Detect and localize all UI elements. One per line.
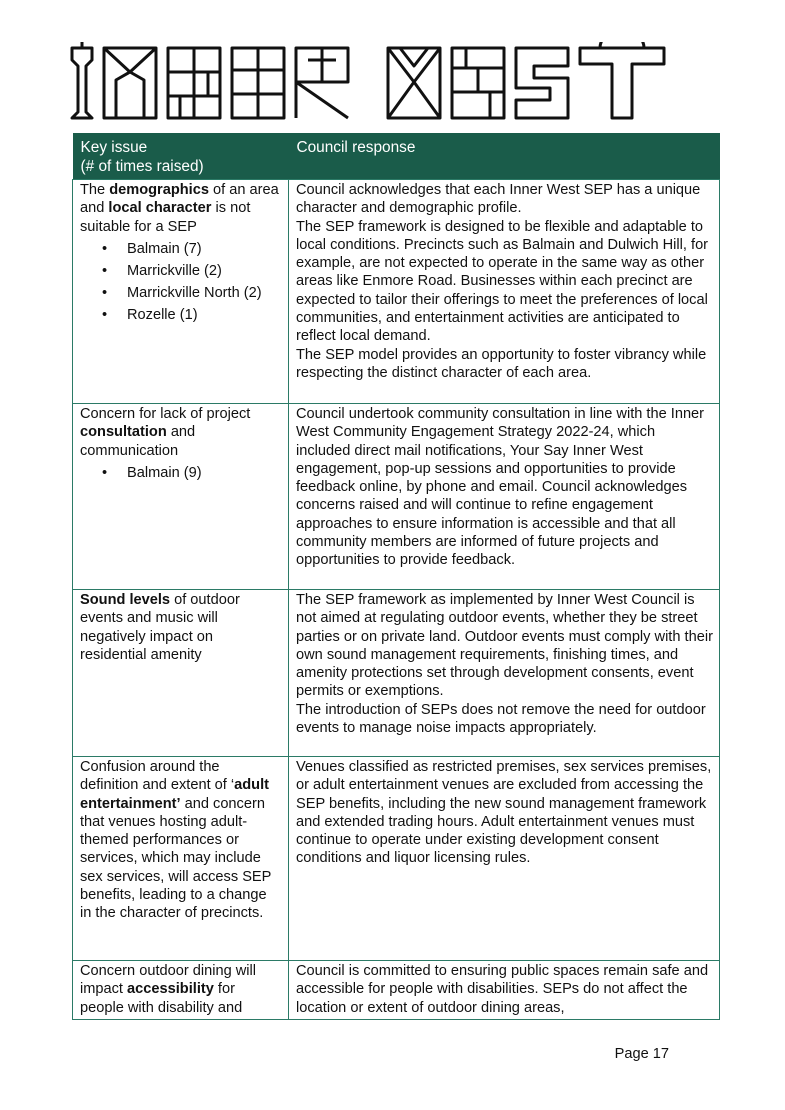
issue-text-part: Concern outdoor dining will impact (80, 963, 257, 998)
page-number: Page 17 (614, 1046, 669, 1062)
inner-west-logo (70, 42, 670, 122)
header-council-response: Council response (289, 133, 720, 180)
table-row (73, 404, 720, 590)
council-response-cell (289, 404, 720, 590)
council-response-text: The SEP framework as implemented by Inner West Council is not aimed at regulating outdoor events, whether they be street parties or on private land. Outdoor events must comply with their own sound management requirements, finishing times, and amenity protections set through development consents, event permits or exemptions. The introduction of SEPs does not remove the need for outdoor events to manage noise impacts appropriately. (296, 592, 713, 737)
issue-text-part: Confusion around the definition and extent of ‘ (80, 759, 235, 794)
issue-text-part: The (80, 182, 110, 198)
issue-bold-term: consultation (80, 424, 167, 441)
key-issue-cell (73, 404, 289, 590)
key-issue-text (80, 405, 282, 460)
council-response-text: Council undertook community consultation in line with the Inner West Community Engagement Strategy 2022-24, which included direct mail notifications, Your Say Inner West engagement, pop-up sessions and opportunities to provide feedback online, by phone and email. Council acknowledges concerns raised and will continue to refine engagement approaches to ensure information is accessible and that all community members are informed of future projects and opportunities to provide feedback. (296, 406, 705, 569)
key-issue-text (80, 181, 282, 236)
table-row (73, 961, 720, 1020)
key-issue-cell (73, 757, 289, 961)
table-row (73, 180, 720, 404)
issue-text-part: for people with disability and (80, 981, 243, 1016)
council-response-text: Council acknowledges that each Inner West SEP has a unique character and demographic profile. The SEP framework is designed to be flexible and adaptable to local conditions. Precincts such as Balmain and Dulwich Hill, for example, are not expected to operate in the same way as other areas like Enmore Road. Businesses within each precinct are expected to tailor their offerings to meet the preferences of local communities, and entertainment activities are anticipated to reflect local demand. The SEP model provides an opportunity to foster vibrancy while respecting the distinct character of each area. (296, 182, 709, 381)
bullet-icon: • (102, 262, 108, 279)
location-label: Rozelle (1) (127, 306, 198, 323)
issue-text-part: and communication (80, 424, 196, 459)
issue-text-part: and concern that venues hosting adult-themed performances or services, which may include sex services, will access SEP benefits, leading to a change in the character of precincts. (80, 795, 272, 922)
issue-bold-term: accessibility (127, 981, 214, 998)
issue-text-part: is not suitable for a SEP (80, 200, 251, 235)
issue-bold-term: local character (108, 200, 212, 217)
bullet-icon: • (102, 306, 108, 323)
bullet-icon: • (102, 284, 108, 301)
locations-list (80, 238, 282, 326)
location-item (102, 260, 282, 282)
key-issue-cell (73, 961, 289, 1020)
issue-bold-term: adult entertainment’ (80, 777, 270, 812)
key-issue-text (80, 591, 282, 664)
location-label: Marrickville North (2) (127, 284, 262, 301)
issue-text-part: of an area and (80, 182, 279, 217)
location-item (102, 238, 282, 260)
key-issue-cell (73, 590, 289, 757)
location-label: Balmain (9) (127, 464, 202, 481)
issue-bold-term: demographics (109, 182, 209, 198)
header-key-issue (73, 133, 289, 180)
location-item (102, 304, 282, 326)
locations-list (80, 462, 282, 484)
location-label: Balmain (7) (127, 240, 202, 257)
bullet-icon: • (102, 240, 108, 257)
issues-response-table (72, 133, 720, 1020)
council-response-cell (289, 961, 720, 1020)
issue-text-part: of outdoor events and music will negatively impact on residential amenity (80, 592, 240, 663)
bullet-icon: • (102, 464, 108, 481)
council-response-text: Council is committed to ensuring public spaces remain safe and accessible for people with disabilities. SEPs do not affect the location or extent of outdoor dining areas, (296, 963, 709, 1016)
header-key-issue-sub: (# of times raised) (80, 158, 204, 175)
table-row (73, 757, 720, 961)
table-header-row (73, 133, 720, 180)
council-response-cell (289, 180, 720, 404)
key-issue-text (80, 758, 282, 923)
key-issue-text (80, 962, 282, 1017)
location-item (102, 462, 282, 484)
location-item (102, 282, 282, 304)
issue-bold-term: Sound levels (80, 592, 171, 608)
council-response-cell (289, 590, 720, 757)
council-response-text: Venues classified as restricted premises, sex services premises, or adult entertainment venues are excluded from accessing the SEP benefits, including the new sound management framework and extended trading hours. Adult entertainment venues must continue to operate under existing development consent conditions and liquor licensing rules. (296, 759, 712, 867)
key-issue-cell (73, 180, 289, 404)
table-row (73, 590, 720, 757)
location-label: Marrickville (2) (127, 262, 222, 279)
issue-text-part: Concern for lack of project (80, 406, 251, 422)
header-key-issue-label: Key issue (80, 139, 148, 156)
council-response-cell (289, 757, 720, 961)
